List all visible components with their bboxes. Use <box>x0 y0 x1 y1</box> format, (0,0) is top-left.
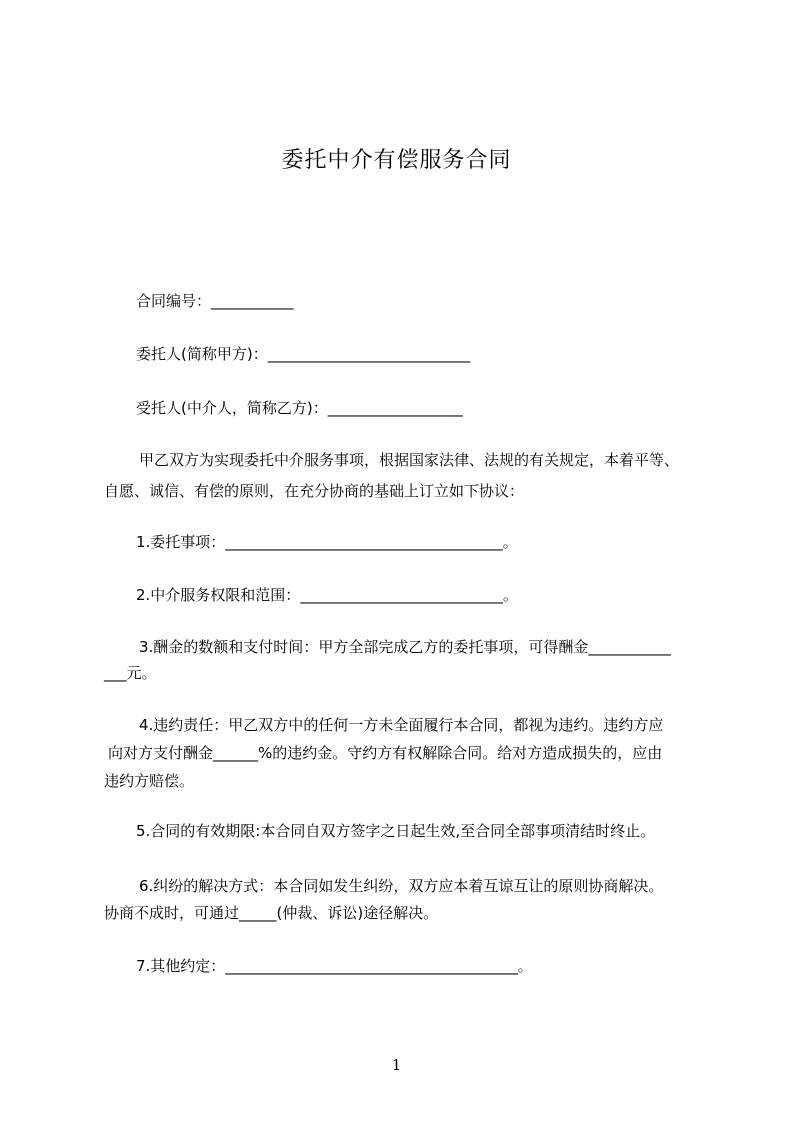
clause-3-line-2: ___元。 <box>104 664 157 682</box>
clause-5-line: 5.合同的有效期限:本合同自双方签字之日起生效,至合同全部事项清结时终止。 <box>136 822 656 840</box>
agent-line: 受托人(中介人，简称乙方)：__________________ <box>136 399 463 417</box>
clause-2-line: 2.中介服务权限和范围：___________________________。 <box>136 586 518 604</box>
page-number: 1 <box>391 1056 402 1074</box>
principal-line: 委托人(简称甲方)：___________________________ <box>136 345 471 363</box>
preamble-line-1: 甲乙双方为实现委托中介服务事项，根据国家法律、法规的有关规定，本着平等、 <box>139 451 680 469</box>
clause-4-line-1: 4.违约责任：甲乙双方中的任何一方未全面履行本合同，都视为违约。违约方应 <box>139 716 664 734</box>
contract-number-line: 合同编号：___________ <box>136 292 294 310</box>
clause-1-line: 1.委托事项：_____________________________________。 <box>136 533 518 551</box>
clause-6-line-2: 协商不成时，可通过_____(仲裁、诉讼)途径解决。 <box>104 904 439 922</box>
clause-7-line: 7.其他约定：_______________________________________。 <box>136 957 533 975</box>
clause-4-line-3: 违约方赔偿。 <box>104 772 195 790</box>
clause-6-line-1: 6.纠纷的解决方式：本合同如发生纠纷，双方应本着互谅互让的原则协商解决。 <box>139 877 664 895</box>
document-title: 委托中介有偿服务合同 <box>281 148 512 173</box>
preamble-line-2: 自愿、诚信、有偿的原则，在充分协商的基础上订立如下协议： <box>104 482 525 500</box>
clause-3-line-1: 3.酬金的数额和支付时间：甲方全部完成乙方的委托事项，可得酬金___________ <box>139 638 671 656</box>
clause-4-line-2: 向对方支付酬金______%的违约金。守约方有权解除合同。给对方造成损失的，应由 <box>108 744 663 762</box>
